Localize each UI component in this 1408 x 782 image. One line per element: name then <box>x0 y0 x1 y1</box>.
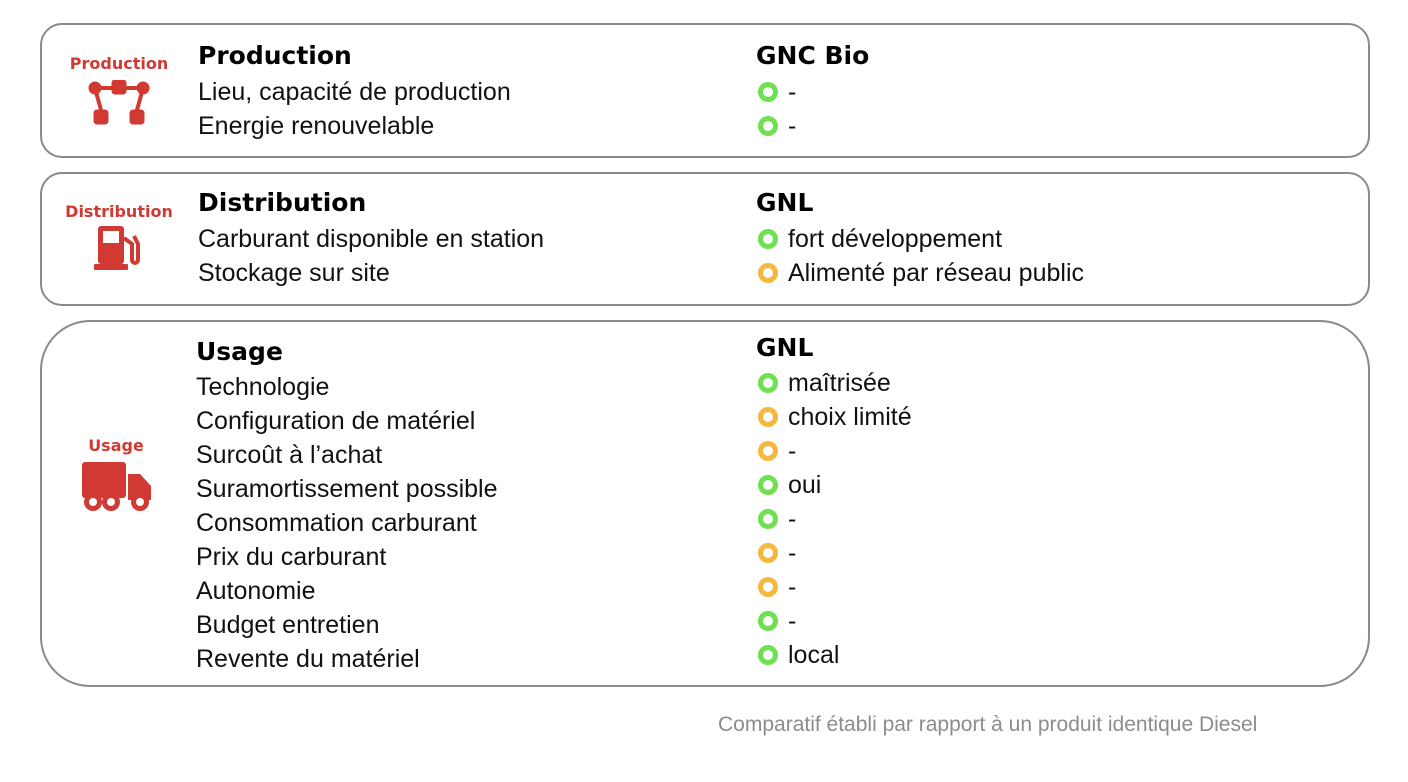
truck-icon <box>82 462 152 512</box>
status-value-row <box>758 222 1084 256</box>
status-value: Alimenté par réseau public <box>788 259 1084 287</box>
criterion-label: Energie renouvelable <box>198 112 435 140</box>
criterion-label: Technologie <box>196 373 330 401</box>
status-value: - <box>788 539 797 567</box>
status-value: maîtrisée <box>788 369 891 397</box>
criterion-label: Configuration de matériel <box>196 407 476 435</box>
status-value-row <box>758 109 796 143</box>
criterion-label: Suramortissement possible <box>196 475 498 503</box>
status-green-dot-icon <box>758 229 778 249</box>
status-value-row <box>758 536 912 570</box>
status-value-row <box>758 502 912 536</box>
status-green-dot-icon <box>758 509 778 529</box>
status-value-row <box>758 638 912 672</box>
status-green-dot-icon <box>758 82 778 102</box>
distribution-category-label: Distribution <box>65 202 173 221</box>
criterion-label: Lieu, capacité de production <box>198 78 511 106</box>
criterion-label: Budget entretien <box>196 611 380 639</box>
status-value: - <box>788 437 797 465</box>
status-value: - <box>788 607 797 635</box>
criterion-label: Surcoût à l’achat <box>196 441 383 469</box>
criterion-label: Autonomie <box>196 577 316 605</box>
distribution-heading: Distribution <box>198 188 367 217</box>
footnote: Comparatif établi par rapport à un produit identique Diesel <box>718 713 1258 736</box>
status-orange-dot-icon <box>758 263 778 283</box>
criterion-label: Carburant disponible en station <box>198 225 545 253</box>
status-green-dot-icon <box>758 475 778 495</box>
criterion-label: Stockage sur site <box>198 259 390 287</box>
status-value-row <box>758 256 1084 290</box>
status-value-row <box>758 434 912 468</box>
usage-criteria-list <box>196 370 498 676</box>
status-orange-dot-icon <box>758 441 778 461</box>
status-value: fort développement <box>788 225 1003 253</box>
distribution-values-list <box>758 222 1084 290</box>
status-orange-dot-icon <box>758 407 778 427</box>
usage-value-heading: GNL <box>756 333 814 362</box>
usage-heading: Usage <box>196 337 283 366</box>
criterion-label: Consommation carburant <box>196 509 477 537</box>
status-value: oui <box>788 471 822 499</box>
production-criteria-list <box>198 75 511 143</box>
status-value: choix limité <box>788 403 912 431</box>
status-green-dot-icon <box>758 645 778 665</box>
status-value: local <box>788 641 840 669</box>
production-value-heading: GNC Bio <box>756 41 870 70</box>
status-value-row <box>758 604 912 638</box>
distribution-criteria-list <box>198 222 544 290</box>
status-value: - <box>788 505 797 533</box>
status-value-row <box>758 366 912 400</box>
flow-nodes-icon <box>88 80 150 126</box>
usage-values-list <box>758 366 912 672</box>
status-value-row <box>758 468 912 502</box>
status-green-dot-icon <box>758 116 778 136</box>
usage-category-label: Usage <box>88 436 144 455</box>
status-value: - <box>788 112 797 140</box>
status-value: - <box>788 78 797 106</box>
production-heading: Production <box>198 41 352 70</box>
status-value-row <box>758 75 796 109</box>
production-category-label: Production <box>69 54 169 73</box>
status-orange-dot-icon <box>758 577 778 597</box>
criterion-label: Revente du matériel <box>196 645 420 673</box>
production-values-list <box>758 75 796 143</box>
criterion-label: Prix du carburant <box>196 543 387 571</box>
status-green-dot-icon <box>758 373 778 393</box>
fuel-pump-icon <box>94 224 142 272</box>
status-green-dot-icon <box>758 611 778 631</box>
distribution-value-heading: GNL <box>756 188 814 217</box>
status-value-row <box>758 400 912 434</box>
status-value: - <box>788 573 797 601</box>
status-value-row <box>758 570 912 604</box>
status-orange-dot-icon <box>758 543 778 563</box>
